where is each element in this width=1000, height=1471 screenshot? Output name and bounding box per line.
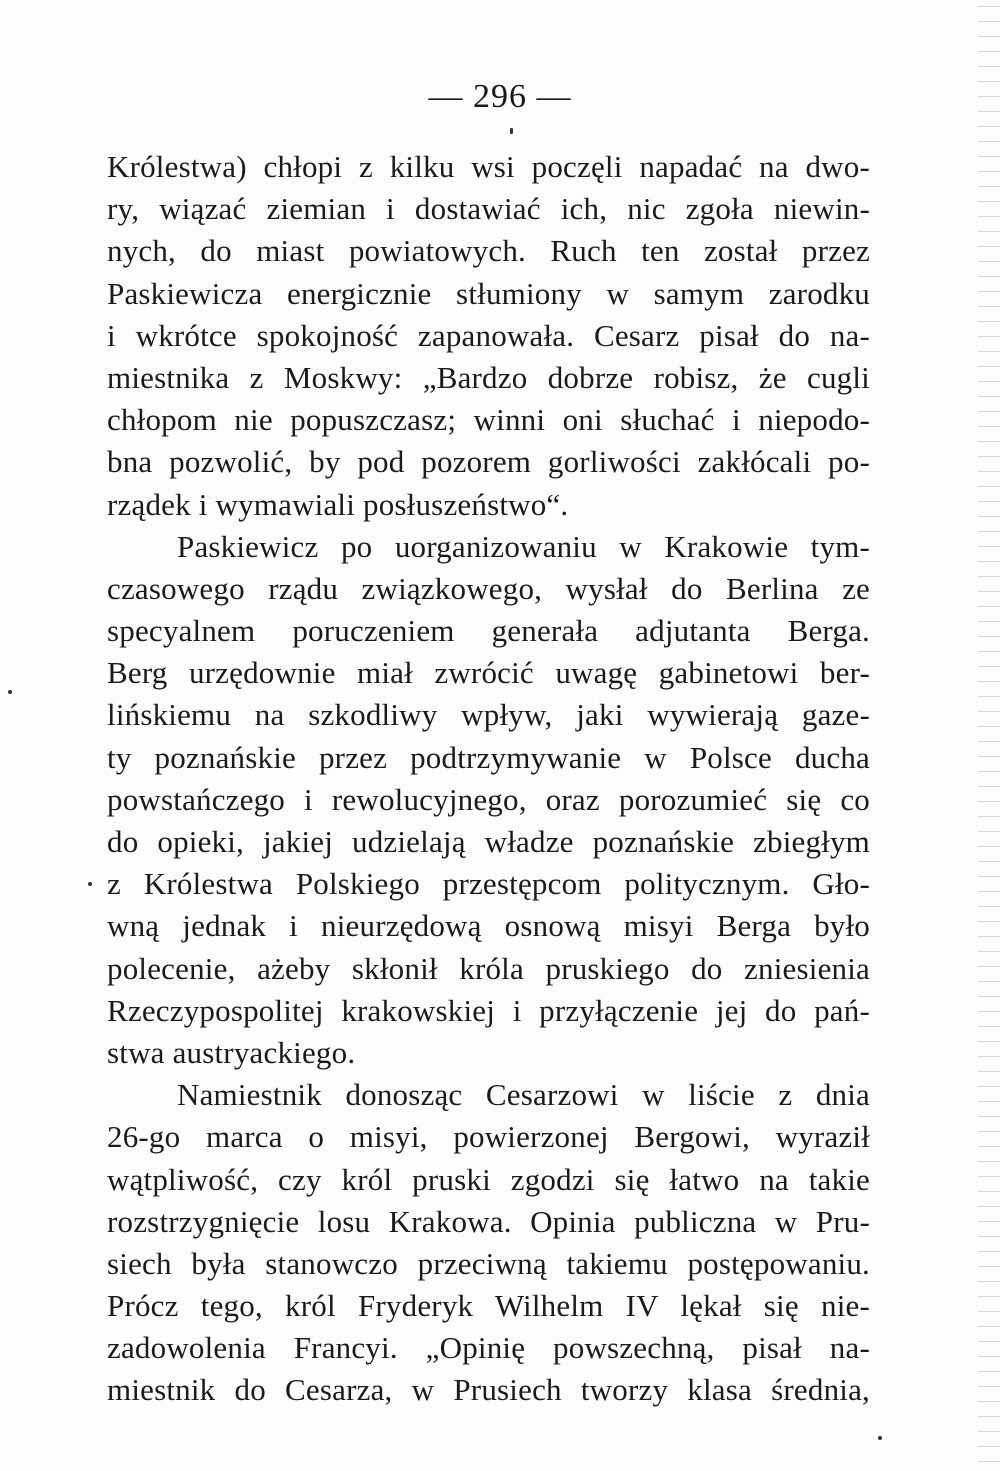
text-line: czasowego rządu związkowego, wysłał do Berlina ze (107, 570, 870, 606)
text-line: zadowolenia Francyi. „Opinię powszechną, pisał na- (107, 1330, 870, 1366)
scan-speck (878, 1436, 882, 1440)
text-line: chłopom nie popuszczasz; winni oni słuchać i niepodo- (107, 402, 870, 438)
text-line: nych, do miast powiatowych. Ruch ten został przez (107, 233, 870, 269)
text-line: do opieki, jakiej udzielają władze poznańskie zbiegłym (107, 824, 870, 859)
text-line: rozstrzygnięcie losu Krakowa. Opinia publiczna w Pru- (107, 1203, 870, 1239)
text-line: stwa austryackiego. (107, 1034, 356, 1070)
text-line: z Królestwa Polskiego przestępcom politycznym. Gło- (107, 866, 870, 902)
scan-edge-artifact (978, 0, 1000, 1471)
text-line: i wkrótce spokojność zapanowała. Cesarz pisał do na- (107, 317, 870, 353)
body-text (107, 146, 870, 1412)
text-line: Berg urzędownie miał zwrócić uwagę gabinetowi ber- (107, 655, 870, 691)
text-line: wątpliwość, czy król pruski zgodzi się łatwo na takie (107, 1161, 870, 1197)
text-line: Paskiewicza energicznie stłumiony w samym zarodku (107, 275, 870, 311)
scan-speck (88, 882, 92, 886)
text-line: polecenie, ażeby skłonił króla pruskiego do zniesienia (107, 950, 870, 986)
text-line: specyalnem poruczeniem generała adjutanta Berga. (107, 613, 870, 649)
text-line: ty poznańskie przez podtrzymywanie w Polsce ducha (107, 739, 870, 775)
scan-speck (510, 128, 513, 134)
text-line: bna pozwolić, by pod pozorem gorliwości zakłócali po- (107, 444, 870, 480)
text-line: miestnik do Cesarza, w Prusiech tworzy klasa średnia, (107, 1372, 870, 1408)
text-line: Prócz tego, król Fryderyk Wilhelm IV lękał się nie- (107, 1288, 870, 1324)
text-line: lińskiemu na szkodliwy wpływ, jaki wywierają gaze- (107, 697, 870, 733)
text-line: ry, wiązać ziemian i dostawiać ich, nic zgoła niewin- (107, 191, 870, 227)
text-line: siech była stanowczo przeciwną takiemu postępowaniu. (107, 1245, 870, 1281)
text-line: rządek i wymawiali posłuszeństwo“. (107, 486, 569, 522)
text-line: miestnika z Moskwy: „Bardzo dobrze robisz, że cugli (107, 359, 870, 395)
text-line: 26-go marca o misyi, powierzonej Bergowi, wyraził (107, 1119, 870, 1155)
text-line: powstańczego i rewolucyjnego, oraz porozumieć się co (107, 781, 870, 817)
text-line: Rzeczypospolitej krakowskiej i przyłączenie jej do pań- (107, 992, 870, 1028)
page-number: — 296 — (428, 78, 572, 115)
text-line: Namiestnik donosząc Cesarzowi w liście z dnia (177, 1077, 870, 1113)
scan-speck (8, 690, 12, 694)
text-line: Paskiewicz po uorganizowaniu w Krakowie tym- (177, 528, 870, 564)
text-line: Królestwa) chłopi z kilku wsi poczęli napadać na dwo- (107, 149, 870, 184)
text-line: wną jednak i nieurzędową osnową misyi Berga było (107, 908, 870, 944)
